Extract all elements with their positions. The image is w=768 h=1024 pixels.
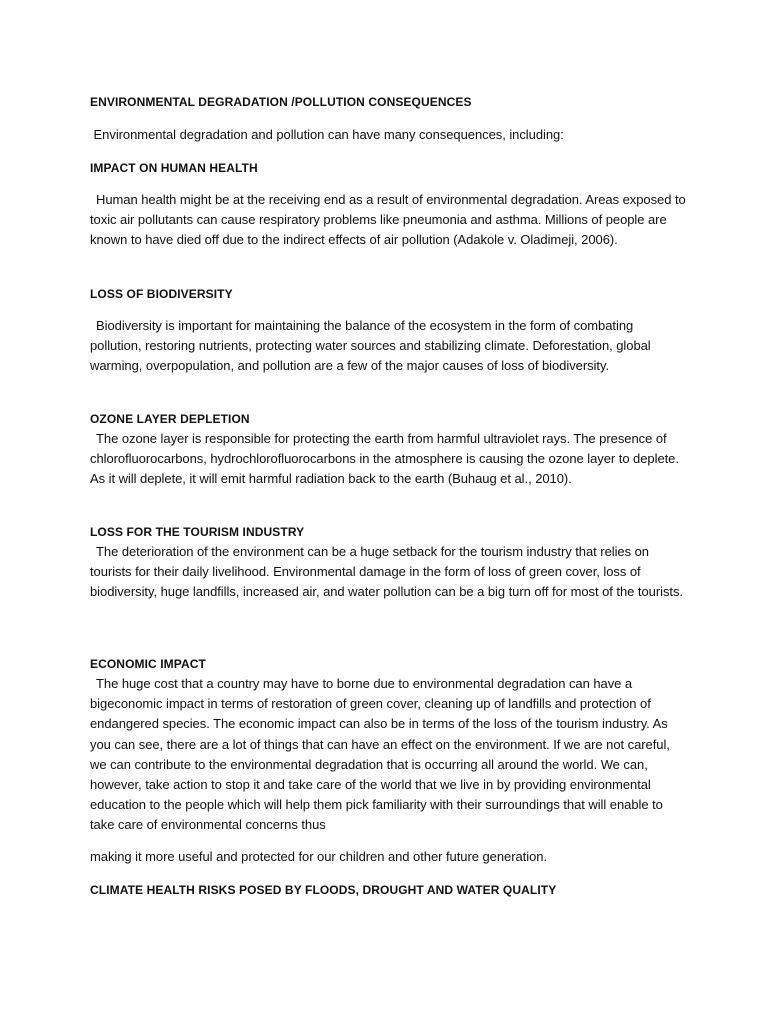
- heading-tourism: LOSS FOR THE TOURISM INDUSTRY: [90, 525, 305, 539]
- paragraph-economic: The huge cost that a country may have to borne due to environmental degradation can have a bigeconomic impact in terms of restoration of green cover, cleaning up of landfills and protection of endangered species. The economic impact can also be in terms of the loss of the tourism industry. As you can see, there are a lot of things that can have an effect on the environment. If we are not careful, we can contribute to the environmental degradation that is occurring all around the world. We can, however, take action to stop it and take care of the world that we live in by providing environmental education to the people which will help them pick familiarity with their surroundings that will enable to take care of environmental concerns thus: [90, 676, 670, 833]
- heading-climate-health: CLIMATE HEALTH RISKS POSED BY FLOODS, DROUGHT AND WATER QUALITY: [90, 883, 557, 897]
- heading-ozone: OZONE LAYER DEPLETION: [90, 412, 250, 426]
- heading-human-health: IMPACT ON HUMAN HEALTH: [90, 161, 258, 175]
- paragraph-economic-continuation: making it more useful and protected for our children and other future generation.: [90, 849, 548, 864]
- document-title: ENVIRONMENTAL DEGRADATION /POLLUTION CONSEQUENCES: [90, 95, 472, 109]
- paragraph-ozone: The ozone layer is responsible for protecting the earth from harmful ultraviolet rays. The presence of chlorofluorocarbons, hydrochlorofluorocarbons in the atmosphere is causing the ozone layer to deplete. As it will deplete, it will emit harmful radiation back to the earth (Buhaug et al., 2010).: [90, 431, 679, 487]
- paragraph-human-health: Human health might be at the receiving end as a result of environmental degradation. Areas exposed to toxic air pollutants can cause respiratory problems like pneumonia and asthma. Millions of people are known to have died off due to the indirect effects of air pollution (Adakole v. Oladimeji, 2006).: [90, 192, 686, 248]
- paragraph-tourism: The deterioration of the environment can be a huge setback for the tourism industry that relies on tourists for their daily livelihood. Environmental damage in the form of loss of green cover, loss of biodiversity, huge landfills, increased air, and water pollution can be a big turn off for most of the tourists.: [90, 544, 683, 600]
- intro-paragraph: Environmental degradation and pollution can have many consequences, including:: [90, 127, 564, 142]
- heading-economic: ECONOMIC IMPACT: [90, 657, 206, 671]
- heading-biodiversity: LOSS OF BIODIVERSITY: [90, 287, 233, 301]
- paragraph-biodiversity: Biodiversity is important for maintaining the balance of the ecosystem in the form of combating pollution, restoring nutrients, protecting water sources and stabilizing climate. Deforestation, global warming, overpopulation, and pollution are a few of the major causes of loss of biodiversity.: [90, 318, 651, 374]
